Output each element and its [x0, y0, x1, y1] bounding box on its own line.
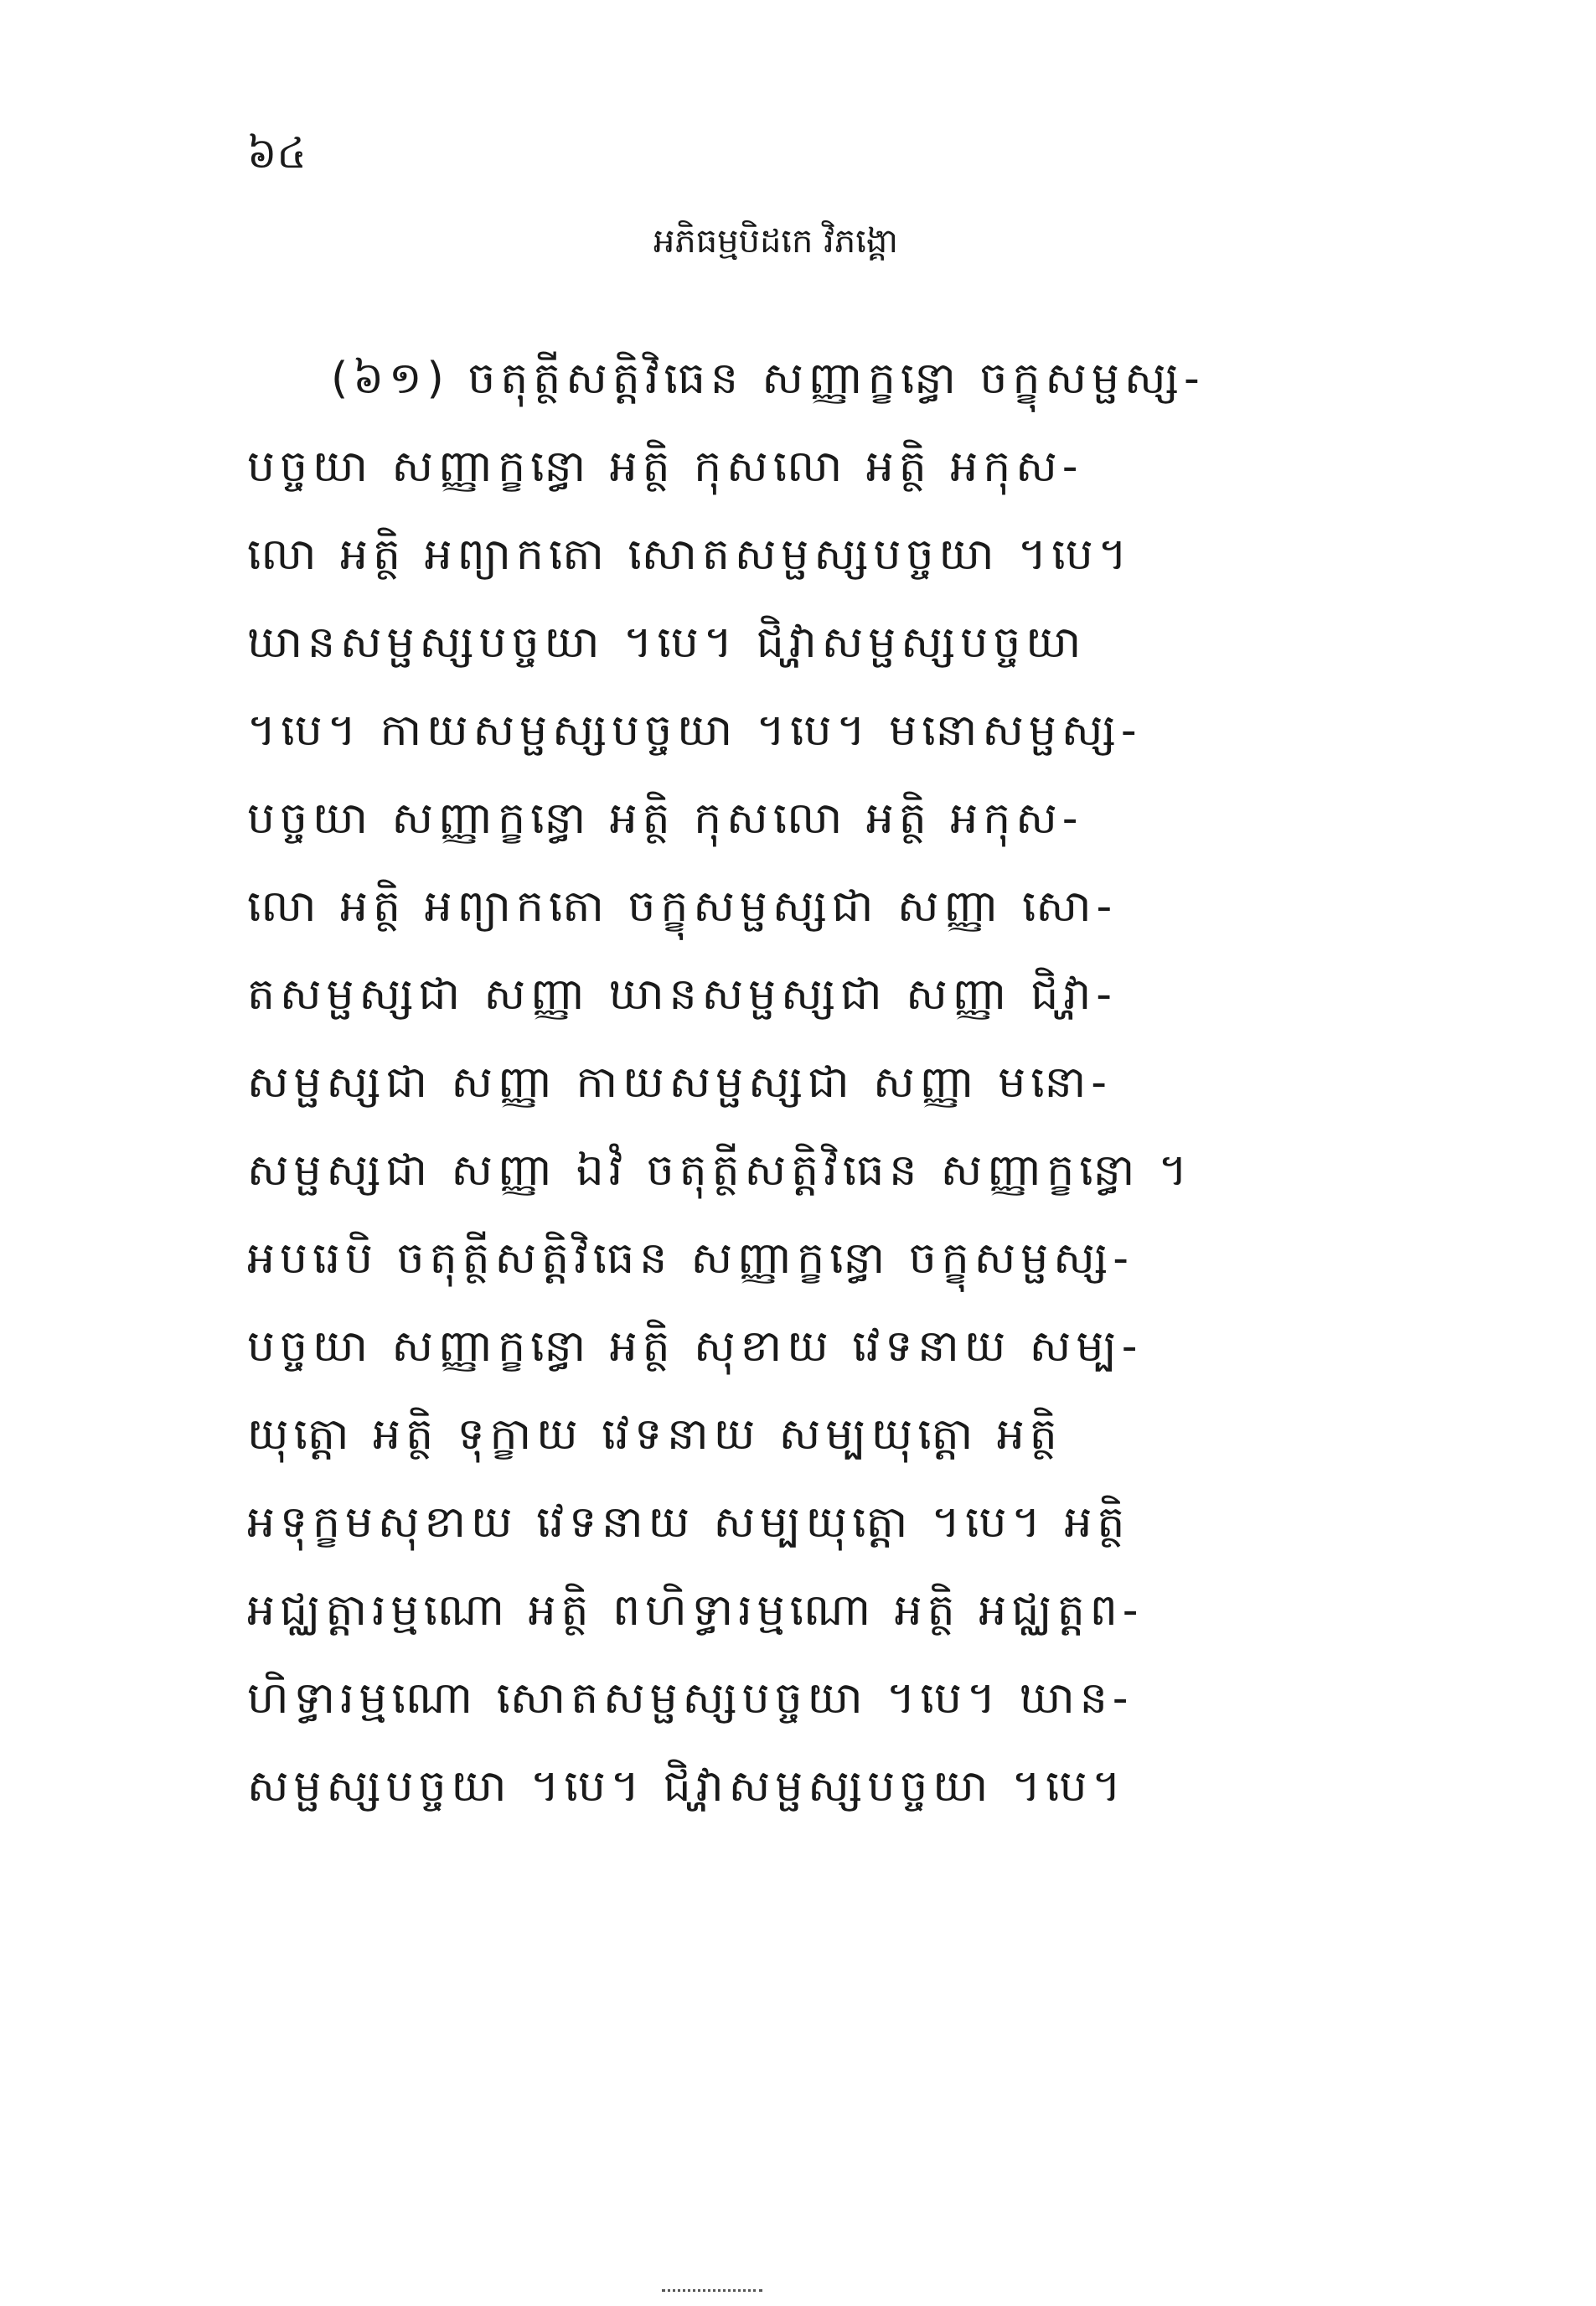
- text-line: សម្ផស្សជា សញ្ញា ឯវំ ចតុត្ថីសត្តិវិធេន សញ្ញាក្ខន្ធោ ។: [247, 1145, 1193, 1196]
- text-line: សម្ផស្សជា សញ្ញា កាយសម្ផស្សជា សញ្ញា មនោ-: [247, 1057, 1113, 1108]
- text-line: បច្ចយា សញ្ញាក្ខន្ធោ អត្ថិ កុសលោ អត្ថិ អកុស-: [247, 794, 1083, 844]
- text-line: (៦១) ចតុត្ថីសត្តិវិធេន សញ្ញាក្ខន្ធោ ចក្ខុសម្ផស្ស-: [331, 354, 1205, 404]
- body-text: [247, 335, 1357, 1831]
- text-line: សម្ផស្សបច្ចយា ។បេ។ ជិវ្ហាសម្ផស្សបច្ចយា ។បេ។: [247, 1761, 1126, 1812]
- text-line: យុត្តោ អត្ថិ ទុក្ខាយ វេទនាយ សម្បយុត្តោ អត្ថិ: [247, 1409, 1062, 1460]
- text-line: បច្ចយា សញ្ញាក្ខន្ធោ អត្ថិ កុសលោ អត្ថិ អកុស-: [247, 442, 1083, 492]
- text-line: ហិទ្ធារម្មណោ សោតសម្ផស្សបច្ចយា ។បេ។ ឃាន-: [247, 1673, 1134, 1724]
- text-line: លោ អត្ថិ អព្យាកតោ សោតសម្ផស្សបច្ចយា ។បេ។: [247, 530, 1133, 580]
- text-line: អបរេបិ ចតុត្ថីសត្តិវិធេន សញ្ញាក្ខន្ធោ ចក្ខុសម្ផស្ស-: [247, 1233, 1134, 1284]
- running-title: អភិធម្មបិដកេ វិភង្គោ: [653, 222, 899, 261]
- text-line: តសម្ផស្សជា សញ្ញា ឃានសម្ផស្សជា សញ្ញា ជិវ្ហា-: [247, 969, 1118, 1020]
- text-line: អទុក្ខមសុខាយ វេទនាយ សម្បយុត្តោ ។បេ។ អត្ថិ: [247, 1497, 1130, 1548]
- cropped-footer-mark: [662, 2281, 762, 2296]
- text-line: ឃានសម្ផស្សបច្ចយា ។បេ។ ជិវ្ហាសម្ផស្សបច្ចយា: [247, 618, 1087, 668]
- text-line: លោ អត្ថិ អព្យាកតោ ចក្ខុសម្ផស្សជា សញ្ញា សោ-: [247, 882, 1118, 932]
- text-line: អជ្ឈត្តារម្មណោ អត្ថិ ពហិទ្ធារម្មណោ អត្ថិ អជ្ឈត្តព-: [247, 1585, 1144, 1636]
- page-number: ៦៤: [247, 129, 307, 178]
- text-line: ។បេ។ កាយសម្ផស្សបច្ចយា ។បេ។ មនោសម្ផស្ស-: [247, 706, 1142, 756]
- text-line: បច្ចយា សញ្ញាក្ខន្ធោ អត្ថិ សុខាយ វេទនាយ សម្ប-: [247, 1321, 1143, 1372]
